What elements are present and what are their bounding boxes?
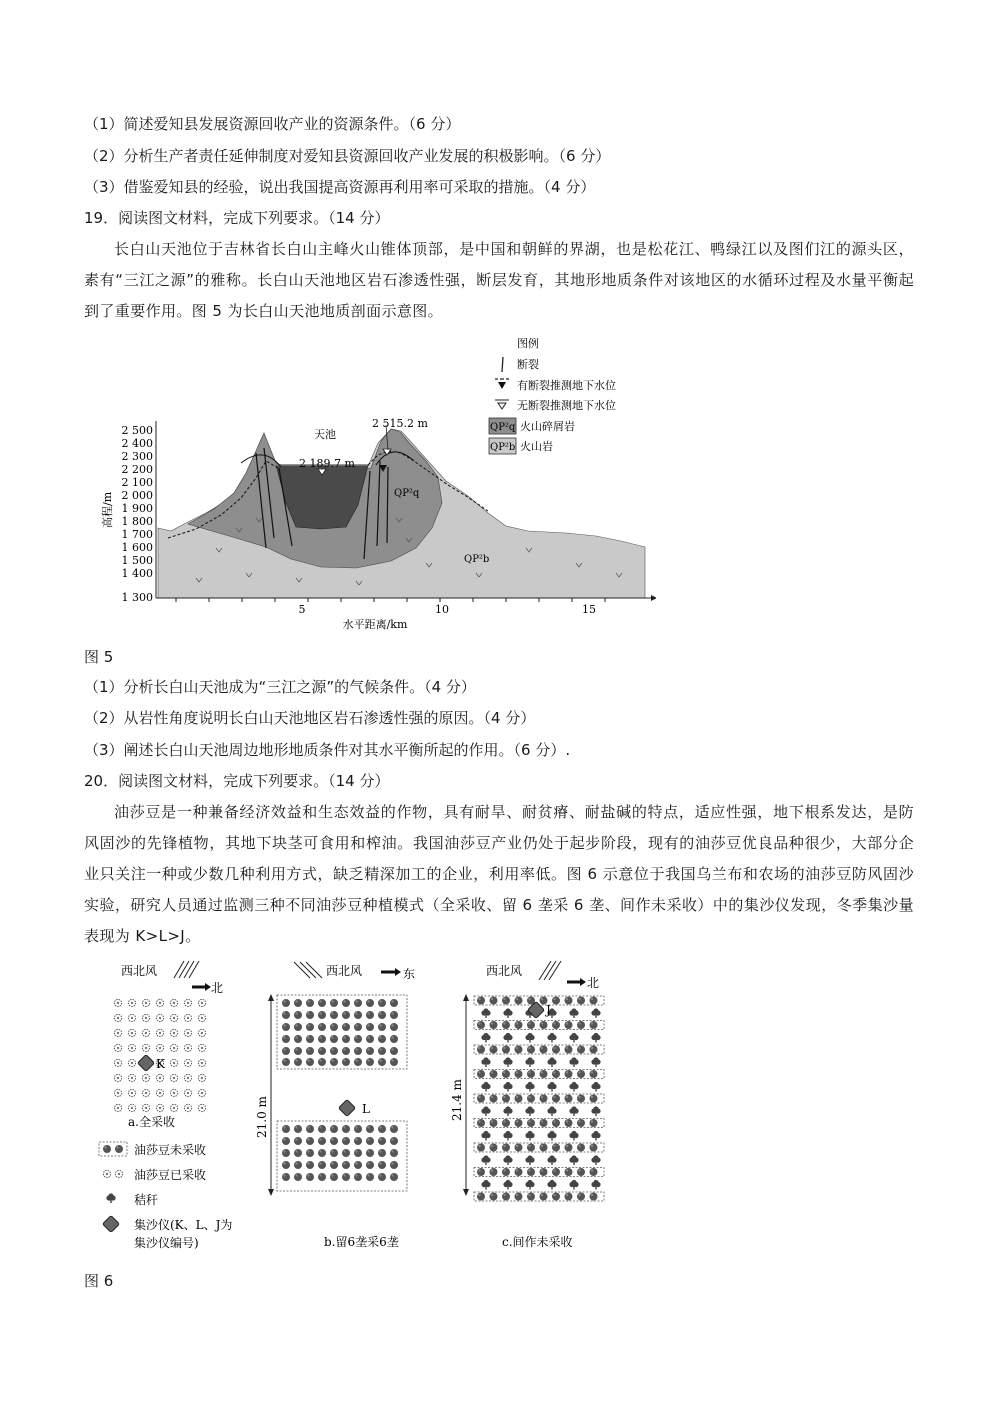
x-tick: 5 xyxy=(298,603,306,616)
q18-sub3: （3）借鉴爱知县的经验，说出我国提高资源再利用率可采取的措施。（4 分） xyxy=(84,178,596,196)
stalk xyxy=(481,1155,490,1165)
stalk xyxy=(569,1008,578,1018)
stalk xyxy=(569,1131,578,1141)
plant xyxy=(552,997,560,1005)
plant xyxy=(515,1070,523,1078)
stalk xyxy=(481,1106,490,1116)
stalk xyxy=(547,1082,556,1092)
q18-sub1: （1）简述爱知县发展资源回收产业的资源条件。（6 分） xyxy=(84,115,461,133)
y-tick: 2 200 xyxy=(121,463,153,476)
y-tick: 1 900 xyxy=(121,502,153,515)
panel-c-caption: c.间作未采收 xyxy=(502,1235,573,1249)
y-tick: 1 400 xyxy=(121,567,153,580)
y-tick: 2 000 xyxy=(121,489,153,502)
y-tick: 1 500 xyxy=(121,554,153,567)
plant xyxy=(540,1021,548,1029)
stalk xyxy=(591,1057,600,1067)
plant xyxy=(552,1193,560,1201)
plant xyxy=(515,1168,523,1176)
stalk xyxy=(503,1057,512,1067)
plant xyxy=(490,1095,498,1103)
stalk xyxy=(481,1033,490,1043)
legend-stalk: 秸秆 xyxy=(134,1193,159,1207)
plant xyxy=(527,1046,535,1054)
stalk xyxy=(569,1033,578,1043)
stalk xyxy=(503,1106,512,1116)
plant xyxy=(502,1119,510,1127)
plant xyxy=(565,997,573,1005)
plant xyxy=(527,1193,535,1201)
plant xyxy=(502,1070,510,1078)
stalk xyxy=(569,1082,578,1092)
plant xyxy=(565,1046,573,1054)
plant xyxy=(565,1070,573,1078)
stalk xyxy=(591,1082,600,1092)
sensor-l xyxy=(339,1100,356,1117)
plant xyxy=(502,1095,510,1103)
figure-5 xyxy=(96,333,656,633)
qp2b-label: QP²b xyxy=(464,554,490,565)
stalk xyxy=(547,1033,556,1043)
plant xyxy=(552,1070,560,1078)
plant xyxy=(540,1046,548,1054)
legend-unharvested: 油莎豆未采收 xyxy=(134,1143,207,1157)
stalk xyxy=(591,1106,600,1116)
panel-b-wind-label: 西北风 xyxy=(326,964,363,978)
stalk xyxy=(481,1057,490,1067)
q19-paragraph: 长白山天池位于吉林省长白山主峰火山锥体顶部，是中国和朝鲜的界湖，也是松花江、鸭绿江以及图们江的源头区，素有“三江之源”的雅称。长白山天池地区岩石渗透性强，断层发育，其地形地质条件对该地区的水循环过程及水量平衡起到了重要作用。图 5 为长白山天池地质剖面示意图。 xyxy=(84,240,914,320)
legend-fault: 断裂 xyxy=(517,358,539,371)
plant xyxy=(590,997,598,1005)
panel-a xyxy=(99,961,232,1250)
plant xyxy=(552,1144,560,1152)
sensor-k-label: K xyxy=(156,1057,165,1071)
plant xyxy=(590,1046,598,1054)
panel-b-caption: b.留6垄采6垄 xyxy=(324,1235,399,1249)
legend-qp2q-name: 火山碎屑岩 xyxy=(520,420,575,433)
stalk xyxy=(481,1082,490,1092)
plant xyxy=(590,1119,598,1127)
figure-6 xyxy=(96,958,616,1258)
plant xyxy=(577,997,585,1005)
sensor-k xyxy=(138,1055,155,1072)
plant xyxy=(577,1046,585,1054)
legend-filled-triangle xyxy=(498,382,506,389)
plant xyxy=(515,1193,523,1201)
stalk xyxy=(591,1033,600,1043)
plant xyxy=(502,997,510,1005)
stalk xyxy=(547,1180,556,1190)
plant xyxy=(490,997,498,1005)
stalk xyxy=(503,1008,512,1018)
plant xyxy=(477,1193,485,1201)
peak-label: 2 515.2 m xyxy=(372,417,428,430)
stalk xyxy=(481,1131,490,1141)
plant xyxy=(477,1070,485,1078)
y-tick: 1 700 xyxy=(121,528,153,541)
plant xyxy=(552,1095,560,1103)
stalk xyxy=(547,1106,556,1116)
stalk xyxy=(503,1082,512,1092)
plant xyxy=(540,1168,548,1176)
plant xyxy=(502,1144,510,1152)
q19-sub2: （2）从岩性角度说明长白山天池地区岩石渗透性强的原因。（4 分） xyxy=(84,709,536,727)
plant xyxy=(502,1021,510,1029)
stalk xyxy=(481,1008,490,1018)
stalk xyxy=(525,1155,534,1165)
panel-a-wind-arrows xyxy=(174,961,199,978)
stalk xyxy=(547,1155,556,1165)
stalk xyxy=(481,1180,490,1190)
plant xyxy=(515,1144,523,1152)
plant xyxy=(540,1193,548,1201)
legend-sensor-line1: 集沙仪(K、L、J为 xyxy=(134,1218,233,1232)
plant xyxy=(540,1144,548,1152)
plant xyxy=(490,1119,498,1127)
stalk xyxy=(503,1180,512,1190)
stalk xyxy=(503,1155,512,1165)
plant xyxy=(527,1095,535,1103)
figure-5-label: 图 5 xyxy=(84,648,114,666)
plant xyxy=(577,1144,585,1152)
plant xyxy=(515,997,523,1005)
y-tick: 2 400 xyxy=(121,437,153,450)
plant xyxy=(477,1144,485,1152)
plant xyxy=(527,1144,535,1152)
legend-fault-symbol xyxy=(502,357,503,372)
stalk xyxy=(525,1131,534,1141)
panel-b-wind-arrows xyxy=(294,962,322,978)
plant xyxy=(540,1119,548,1127)
panel-c-wind-arrows xyxy=(539,961,561,980)
stalk xyxy=(569,1106,578,1116)
panel-a-wind-label: 西北风 xyxy=(121,964,158,978)
panel-c xyxy=(450,961,604,1249)
plant xyxy=(540,1070,548,1078)
stalk xyxy=(503,1131,512,1141)
plant xyxy=(577,1095,585,1103)
fig6-legend xyxy=(99,1142,232,1250)
stalk xyxy=(525,1180,534,1190)
plant xyxy=(515,1095,523,1103)
plant xyxy=(490,1168,498,1176)
plant xyxy=(552,1119,560,1127)
stalk xyxy=(591,1180,600,1190)
plant xyxy=(490,1046,498,1054)
figure-6-label: 图 6 xyxy=(84,1272,114,1290)
q19-heading: 19．阅读图文材料，完成下列要求。（14 分） xyxy=(84,209,390,227)
x-axis-arrow xyxy=(651,595,656,601)
stalk xyxy=(591,1008,600,1018)
plant xyxy=(565,1144,573,1152)
q20-heading: 20．阅读图文材料，完成下列要求。（14 分） xyxy=(84,772,390,790)
y-tick: 2 300 xyxy=(121,450,153,463)
plant xyxy=(527,1070,535,1078)
legend-qp2q-code: QP²q xyxy=(490,422,516,433)
q19-sub3: （3）阐述长白山天池周边地形地质条件对其水平衡所起的作用。（6 分）. xyxy=(84,741,571,759)
plant xyxy=(477,997,485,1005)
sensor-j-label: J xyxy=(546,1003,551,1017)
plant xyxy=(527,1119,535,1127)
legend-with-fault: 有断裂推测地下水位 xyxy=(517,379,616,392)
plant xyxy=(490,1193,498,1201)
plant xyxy=(590,1021,598,1029)
plant xyxy=(565,1021,573,1029)
sensor-l-label: L xyxy=(362,1102,370,1116)
stalk xyxy=(525,1106,534,1116)
plant xyxy=(577,1168,585,1176)
plant xyxy=(590,1193,598,1201)
stalk xyxy=(569,1155,578,1165)
plant xyxy=(590,1070,598,1078)
panel-b xyxy=(255,962,415,1249)
qp2q-label: QP²q xyxy=(394,488,420,499)
x-axis-label: 水平距离/km xyxy=(342,618,408,631)
lake-label: 天池 xyxy=(314,428,336,441)
plant xyxy=(477,1168,485,1176)
panel-a-north-label: 北 xyxy=(211,981,224,995)
plant xyxy=(502,1046,510,1054)
plant xyxy=(490,1144,498,1152)
plant xyxy=(477,1119,485,1127)
plant xyxy=(477,1095,485,1103)
panel-b-dimension: 21.0 m xyxy=(255,1096,269,1138)
plant xyxy=(552,1046,560,1054)
plant xyxy=(565,1119,573,1127)
plant xyxy=(590,1168,598,1176)
legend-title: 图例 xyxy=(517,337,539,350)
panel-c-dimension: 21.4 m xyxy=(450,1079,464,1121)
y-tick: 2 500 xyxy=(121,424,153,437)
legend-harvested: 油莎豆已采收 xyxy=(134,1168,207,1182)
q19-sub1: （1）分析长白山天池成为“三江之源”的气候条件。（4 分） xyxy=(84,678,476,696)
legend-open-triangle xyxy=(498,403,506,409)
legend-without-fault: 无断裂推测地下水位 xyxy=(517,399,616,412)
stalk xyxy=(525,1057,534,1067)
x-tick: 10 xyxy=(435,603,449,616)
stalk xyxy=(525,1082,534,1092)
plant xyxy=(590,1095,598,1103)
plant xyxy=(515,1021,523,1029)
y-tick: 1 800 xyxy=(121,515,153,528)
plant xyxy=(552,1021,560,1029)
plant xyxy=(577,1193,585,1201)
panel-c-north-label: 北 xyxy=(587,976,600,990)
plant xyxy=(552,1168,560,1176)
legend-qp2b-code: QP²b xyxy=(490,442,516,453)
panel-a-caption: a.全采收 xyxy=(128,1115,175,1129)
plant xyxy=(477,1046,485,1054)
plant xyxy=(502,1193,510,1201)
plant xyxy=(490,1070,498,1078)
plant xyxy=(590,1144,598,1152)
panel-c-rows xyxy=(474,996,604,1201)
panel-c-wind-label: 西北风 xyxy=(486,964,523,978)
legend-sensor-line2: 集沙仪编号) xyxy=(134,1236,199,1250)
plant xyxy=(565,1095,573,1103)
lake-level-label: 2 189.7 m xyxy=(299,457,355,470)
stalk xyxy=(569,1057,578,1067)
plant xyxy=(515,1046,523,1054)
plant xyxy=(477,1021,485,1029)
plant xyxy=(540,1095,548,1103)
y-axis-label: 高程/m xyxy=(101,491,114,528)
x-tick: 15 xyxy=(582,603,596,616)
y-tick: 1 300 xyxy=(121,591,153,604)
y-tick: 2 100 xyxy=(121,476,153,489)
plant xyxy=(490,1021,498,1029)
plant xyxy=(565,1168,573,1176)
plant xyxy=(527,1168,535,1176)
panel-b-east-label: 东 xyxy=(403,967,416,981)
plant xyxy=(527,1021,535,1029)
plant xyxy=(565,1193,573,1201)
plant xyxy=(502,1168,510,1176)
stalk xyxy=(591,1155,600,1165)
plant xyxy=(577,1021,585,1029)
stalk xyxy=(569,1180,578,1190)
stalk xyxy=(525,1033,534,1043)
y-tick: 1 600 xyxy=(121,541,153,554)
stalk xyxy=(503,1033,512,1043)
legend-qp2b-name: 火山岩 xyxy=(520,440,553,453)
stalk xyxy=(547,1057,556,1067)
q18-sub2: （2）分析生产者责任延伸制度对爱知县资源回收产业发展的积极影响。（6 分） xyxy=(84,147,611,165)
stalk xyxy=(547,1131,556,1141)
stalk xyxy=(591,1131,600,1141)
plant xyxy=(577,1119,585,1127)
q20-paragraph: 油莎豆是一种兼备经济效益和生态效益的作物，具有耐旱、耐贫瘠、耐盐碱的特点，适应性强，地下根系发达，是防风固沙的先锋植物，其地下块茎可食用和榨油。我国油莎豆产业仍处于起步阶段，现有的油莎豆优良品种很少，大部分企业只关注一种或少数几种利用方式，缺乏精深加工的企业，利用率低。图 6 示意位于我国乌兰布和农场的油莎豆防风固沙实验，研究人员通过监测三种不同油莎豆种植模式（全采收、留 6 垄采 6 垄、间作未采收）中的集沙仪发现，冬季集沙量表现为 K>L>J。 xyxy=(84,803,914,945)
plant xyxy=(577,1070,585,1078)
plant xyxy=(515,1119,523,1127)
